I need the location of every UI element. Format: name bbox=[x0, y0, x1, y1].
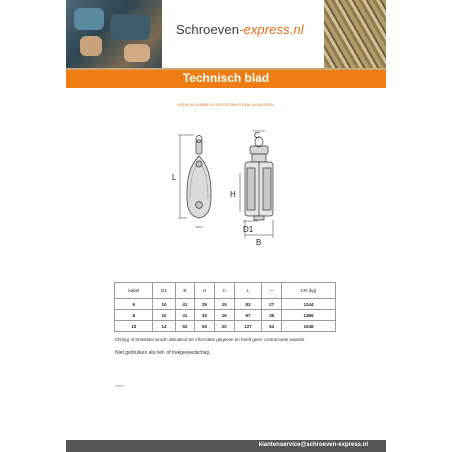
table-cell: 32 bbox=[195, 310, 215, 321]
label-H: H bbox=[230, 190, 236, 199]
brand-suffix: -express.nl bbox=[239, 22, 304, 37]
table-cell: 25 bbox=[195, 299, 215, 310]
product-subtitle: V9189-6 DUBBELE BOOSTAN/STAAL ALKATROL bbox=[177, 102, 275, 107]
header-photo-tools bbox=[66, 0, 162, 68]
table-cell: 14 bbox=[153, 321, 175, 332]
table-cell: 97 bbox=[234, 310, 262, 321]
table-header: B bbox=[175, 283, 195, 299]
table-cell: 10 bbox=[115, 321, 153, 332]
table-cell: 10 bbox=[153, 299, 175, 310]
logo-area bbox=[162, 0, 324, 68]
table-cell: 10 bbox=[153, 310, 175, 321]
table-row bbox=[115, 321, 336, 332]
pulley-technical-drawing bbox=[150, 128, 320, 248]
table-cell: 41 bbox=[175, 299, 195, 310]
table-cell: 41 bbox=[175, 310, 195, 321]
usage-warning: Niet gebruiken als hef- of trekgereedschap. bbox=[115, 350, 211, 356]
table-header-row bbox=[115, 283, 336, 299]
footer-bar bbox=[66, 440, 386, 452]
table-header: CR (kg) bbox=[282, 283, 336, 299]
product-code: 9189-6 bbox=[115, 384, 125, 388]
table-header: H bbox=[195, 283, 215, 299]
breaking-load-note: CR(kg) of breeklast wordt uitsluitend ter informatie gegeven en heeft geen contractuele waarde. bbox=[115, 337, 306, 342]
header-banner bbox=[66, 0, 386, 88]
table-row bbox=[115, 310, 336, 321]
table-cell: 54 bbox=[262, 321, 282, 332]
label-L: L bbox=[172, 173, 177, 182]
header-photo-screws bbox=[324, 0, 386, 68]
footer-email-link[interactable]: klantenservice@schroeven-express.nl bbox=[258, 442, 368, 448]
table-cell: 1366 bbox=[282, 310, 336, 321]
table-cell: 16 bbox=[214, 310, 234, 321]
brand-logo[interactable] bbox=[176, 22, 304, 37]
specification-table bbox=[114, 282, 336, 332]
table-cell: 50 bbox=[195, 321, 215, 332]
table-header: L bbox=[234, 283, 262, 299]
label-B: B bbox=[256, 238, 262, 247]
table-cell: 127 bbox=[234, 321, 262, 332]
title-bar bbox=[66, 70, 386, 88]
table-cell: 1244 bbox=[282, 299, 336, 310]
table-header: D1 bbox=[153, 283, 175, 299]
plate-text: VB207 bbox=[195, 226, 203, 229]
table-cell: 8 bbox=[115, 310, 153, 321]
pulley-side-view bbox=[245, 137, 273, 220]
table-cell: 20 bbox=[214, 321, 234, 332]
table-header: — bbox=[262, 283, 282, 299]
table-header: C bbox=[214, 283, 234, 299]
table-row bbox=[115, 299, 336, 310]
table-cell: 35 bbox=[262, 310, 282, 321]
table-cell: 83 bbox=[234, 299, 262, 310]
page-title: Technisch blad bbox=[182, 71, 270, 85]
table-cell: 27 bbox=[262, 299, 282, 310]
label-D1: D1 bbox=[243, 225, 254, 234]
table-header: kabel bbox=[115, 283, 153, 299]
table-cell: 52 bbox=[175, 321, 195, 332]
table-cell: 15 bbox=[214, 299, 234, 310]
label-C: C bbox=[254, 131, 260, 140]
table-cell: 1948 bbox=[282, 321, 336, 332]
brand-name: Schroeven bbox=[176, 22, 240, 37]
table-cell: 6 bbox=[115, 299, 153, 310]
pulley-front-view bbox=[187, 136, 211, 219]
